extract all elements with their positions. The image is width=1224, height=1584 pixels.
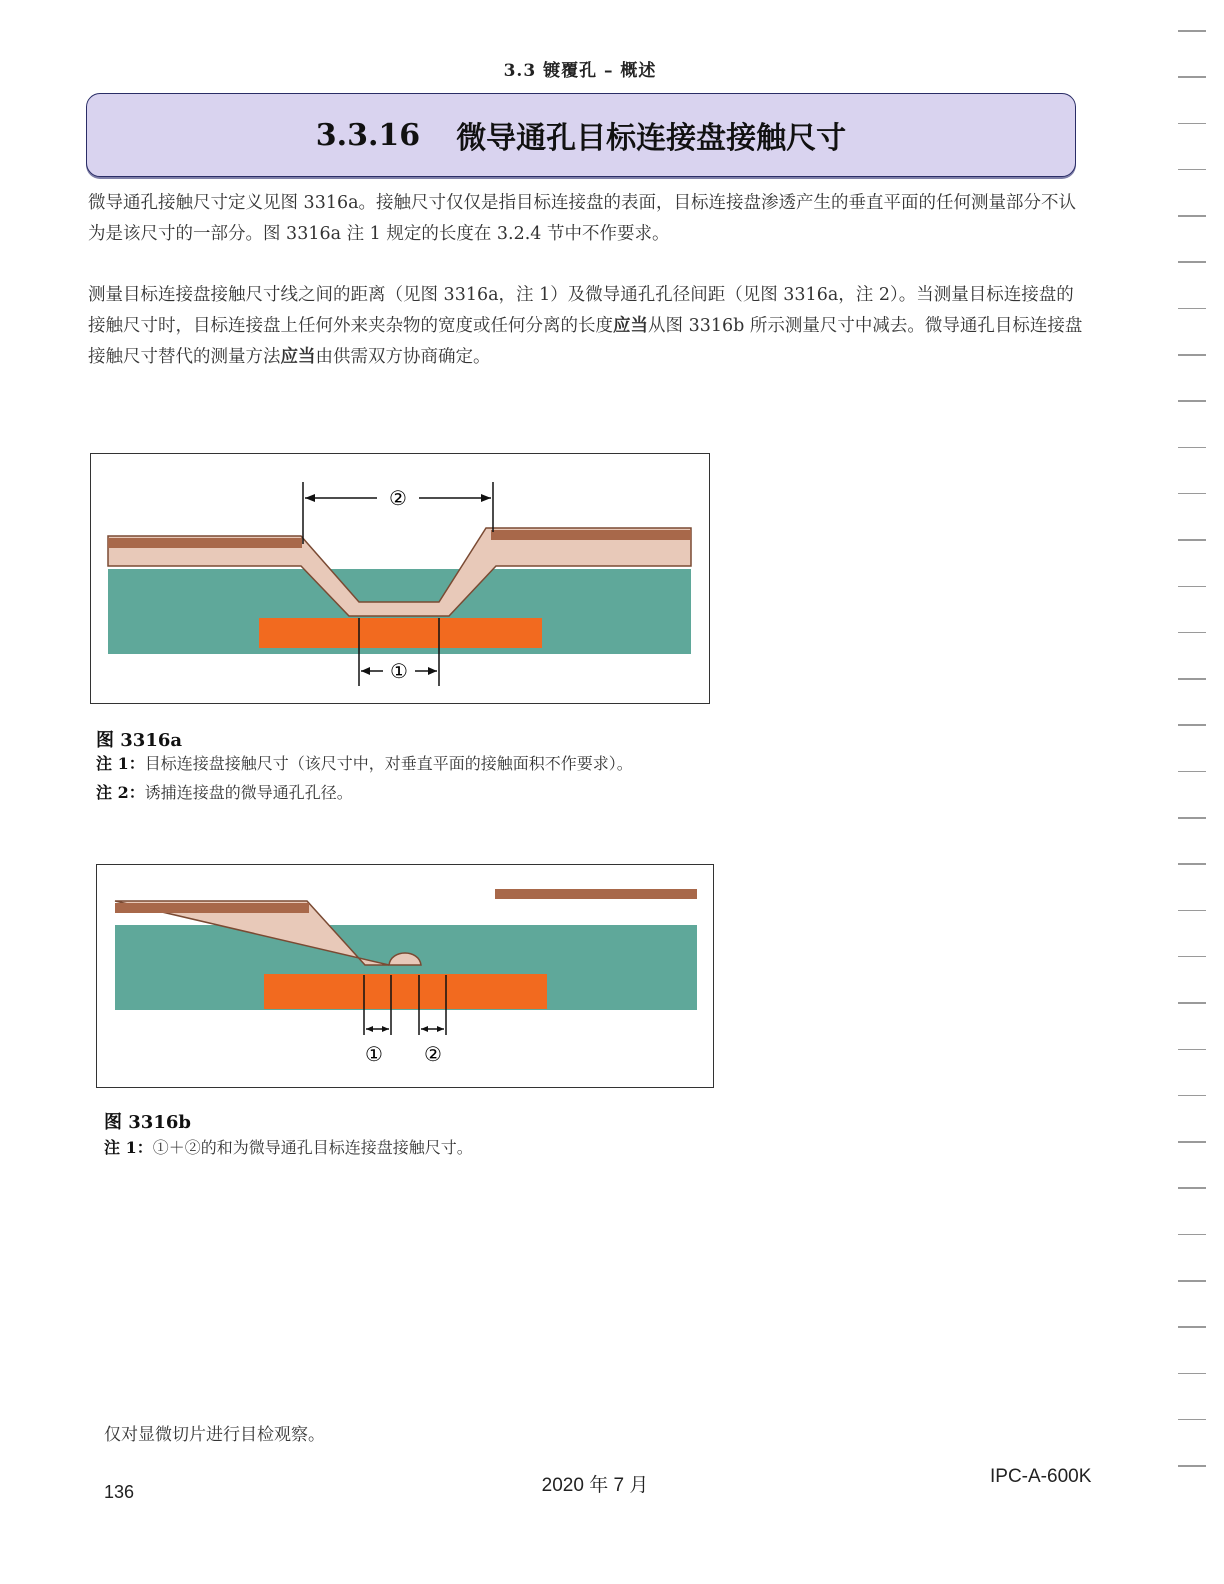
- copper-left: [115, 903, 309, 913]
- copper-right: [491, 530, 691, 540]
- dim1-arrow-left: [361, 667, 370, 675]
- figure-3316a-note-2: [96, 780, 353, 803]
- paragraph-1: 微导通孔接触尺寸定义见图 3316a。接触尺寸仅仅是指目标连接盘的表面，目标连接盘渗透产生的垂直平面的任何测量部分不认为是该尺寸的一部分。图 3316a 注 1 规定的长度在 3.2.4 节中不作要求。: [88, 193, 1077, 244]
- footer-date: 2020 年 7 月: [541, 1475, 649, 1496]
- figure-3316b-caption: 图 3316b: [104, 1112, 191, 1133]
- footer-note: 仅对显微切片进行目检观察。: [104, 1425, 325, 1445]
- dim1-arrow-right: [428, 667, 437, 675]
- document-id: IPC-A-600K: [990, 1466, 1092, 1487]
- figure-3316a-note-1: [96, 751, 633, 774]
- dim2-arrow-left: [421, 1026, 428, 1032]
- paragraph-2-text-a: 测量目标连接盘接触尺寸线之间的距离（见图 3316a，注 1）及微导通孔孔径间距（见图 3316a，注 2）。当测量目标连接盘的接触尺寸时，目标连接盘上任何外来夹杂物的宽度或任何分离的长度: [88, 285, 1074, 336]
- dim2-arrow-right: [481, 494, 491, 502]
- target-pad: [259, 618, 542, 648]
- note-text: ①＋②的和为微导通孔目标连接盘接触尺寸。: [152, 1138, 473, 1157]
- note-label: 注 2：: [96, 783, 145, 802]
- figure-3316a: [90, 453, 710, 704]
- dim1-label: ①: [365, 1042, 383, 1066]
- note-text: 目标连接盘接触尺寸（该尺寸中，对垂直平面的接触面积不作要求）。: [144, 754, 633, 773]
- copper-right: [495, 889, 697, 899]
- dim2-arrow-left: [305, 494, 315, 502]
- section-title-box: [86, 93, 1076, 177]
- section-header: 3.3 镀覆孔 – 概述: [503, 61, 657, 81]
- figure-3316a-caption: 图 3316a: [96, 730, 183, 751]
- section-number: 3.3.16: [315, 117, 421, 153]
- note-label: 注 1：: [96, 754, 145, 773]
- section-title: 微导通孔目标连接盘接触尺寸: [456, 121, 847, 156]
- paragraph-2-bold-a: 应当: [613, 316, 648, 336]
- paragraph-2-bold-b: 应当: [280, 347, 316, 367]
- figure-3316b-diagram: [97, 865, 713, 1087]
- paragraph-2-text-c: 由供需双方协商确定。: [315, 347, 491, 367]
- figure-3316a-diagram: [91, 454, 709, 703]
- target-pad: [264, 974, 547, 1009]
- dim1-label: ①: [390, 659, 408, 683]
- dim2-label: ②: [424, 1042, 442, 1066]
- dim1-arrow-left: [366, 1026, 373, 1032]
- dim2-label: ②: [389, 486, 407, 510]
- note-text: 诱捕连接盘的微导通孔孔径。: [144, 783, 353, 802]
- figure-3316b: [96, 864, 714, 1088]
- page-number: 136: [104, 1482, 135, 1502]
- dim2-arrow-right: [437, 1026, 444, 1032]
- copper-left: [108, 538, 302, 548]
- paragraph-2: [88, 280, 1083, 373]
- note-label: 注 1：: [104, 1138, 153, 1157]
- dim1-arrow-right: [382, 1026, 389, 1032]
- figure-3316b-note-1: [104, 1135, 473, 1158]
- binding-margin-marks: [1178, 30, 1206, 1512]
- paragraph-2-text-b: 从图 3316b 所示测量尺寸中减去。微导通孔目标连接盘接触尺寸替代的测量方法: [88, 316, 1083, 367]
